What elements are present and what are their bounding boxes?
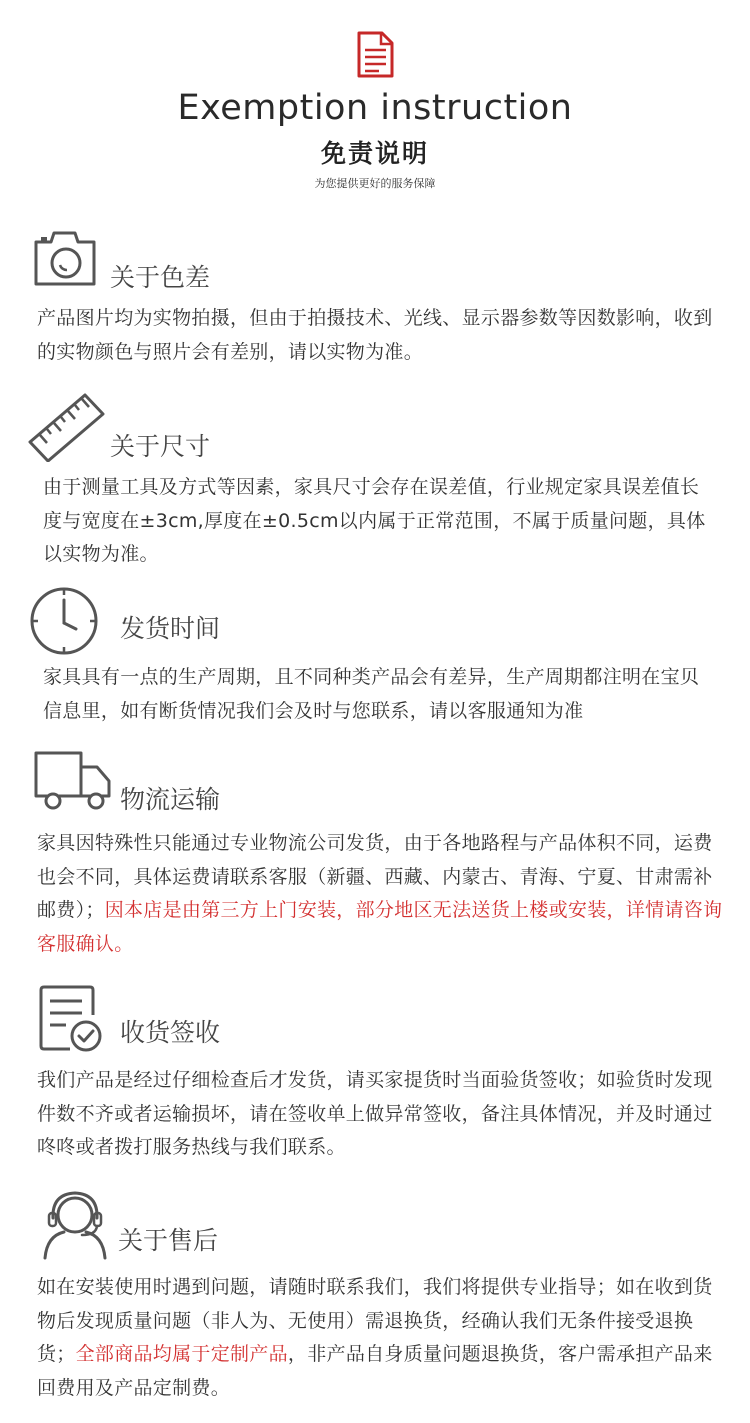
- section-title: 关于售后: [118, 1226, 219, 1255]
- section-color-difference: [0, 225, 750, 375]
- truck-icon: [33, 750, 113, 812]
- section-receipt: [0, 980, 750, 1160]
- page-title-en: Exemption instruction: [177, 88, 573, 128]
- section-title: 发货时间: [120, 614, 221, 643]
- page-subtitle: 为您提供更好的服务保障: [314, 177, 436, 190]
- section-title: 物流运输: [120, 785, 221, 814]
- customer-service-icon: [40, 1188, 110, 1260]
- section-after-sales: [0, 1185, 750, 1405]
- section-body-text-after: ，非产品自身质量问题退换货，客户需承担产品来回费用及产品定制费。: [37, 1343, 713, 1399]
- ruler-icon: [27, 392, 107, 462]
- section-body: 我们产品是经过仔细检查后才发货，请买家提货时当面验货签收；如验货时发现件数不齐或者运输损坏，请在签收单上做异常签收，备注具体情况，并及时通过咚咚或者拨打服务热线与我们联系。: [37, 1069, 713, 1158]
- section-body-warning: 全部商品均属于定制产品: [75, 1343, 288, 1365]
- section-title: 收货签收: [120, 1018, 221, 1047]
- header: [0, 0, 750, 200]
- section-logistics: [0, 750, 750, 955]
- checklist-icon: [38, 983, 104, 1055]
- camera-icon: [33, 228, 97, 288]
- page-title-cn: 免责说明: [320, 139, 429, 168]
- section-shipping-time: [0, 585, 750, 725]
- section-body: 由于测量工具及方式等因素，家具尺寸会存在误差值，行业规定家具误差值长度与宽度在±3cm,厚度在±0.5cm以内属于正常范围，不属于质量问题，具体以实物为准。: [43, 476, 706, 565]
- section-body-warning: 因本店是由第三方上门安装，部分地区无法送货上楼或安装，详情请咨询客服确认。: [37, 899, 723, 955]
- section-size: [0, 390, 750, 570]
- section-body: 家具具有一点的生产周期，且不同种类产品会有差异，生产周期都注明在宝贝信息里，如有断货情况我们会及时与您联系，请以客服通知为准: [43, 666, 700, 722]
- section-body: 产品图片均为实物拍摄，但由于拍摄技术、光线、显示器参数等因数影响，收到的实物颜色与照片会有差别，请以实物为准。: [37, 307, 713, 363]
- section-body: [37, 1271, 725, 1405]
- section-body-text: 家具因特殊性只能通过专业物流公司发货，由于各地路程与产品体积不同，运费也会不同，具体运费请联系客服（新疆、西藏、内蒙古、青海、宁夏、甘肃需补邮费）；: [37, 832, 713, 921]
- document-icon: [355, 31, 395, 79]
- section-body: [37, 827, 725, 961]
- section-body-text: 如在安装使用时遇到问题，请随时联系我们，我们将提供专业指导；如在收到货物后发现质量问题（非人为、无使用）需退换货，经确认我们无条件接受退换货；: [37, 1276, 713, 1365]
- section-title: 关于尺寸: [110, 432, 211, 461]
- clock-icon: [29, 586, 99, 656]
- section-title: 关于色差: [110, 263, 211, 292]
